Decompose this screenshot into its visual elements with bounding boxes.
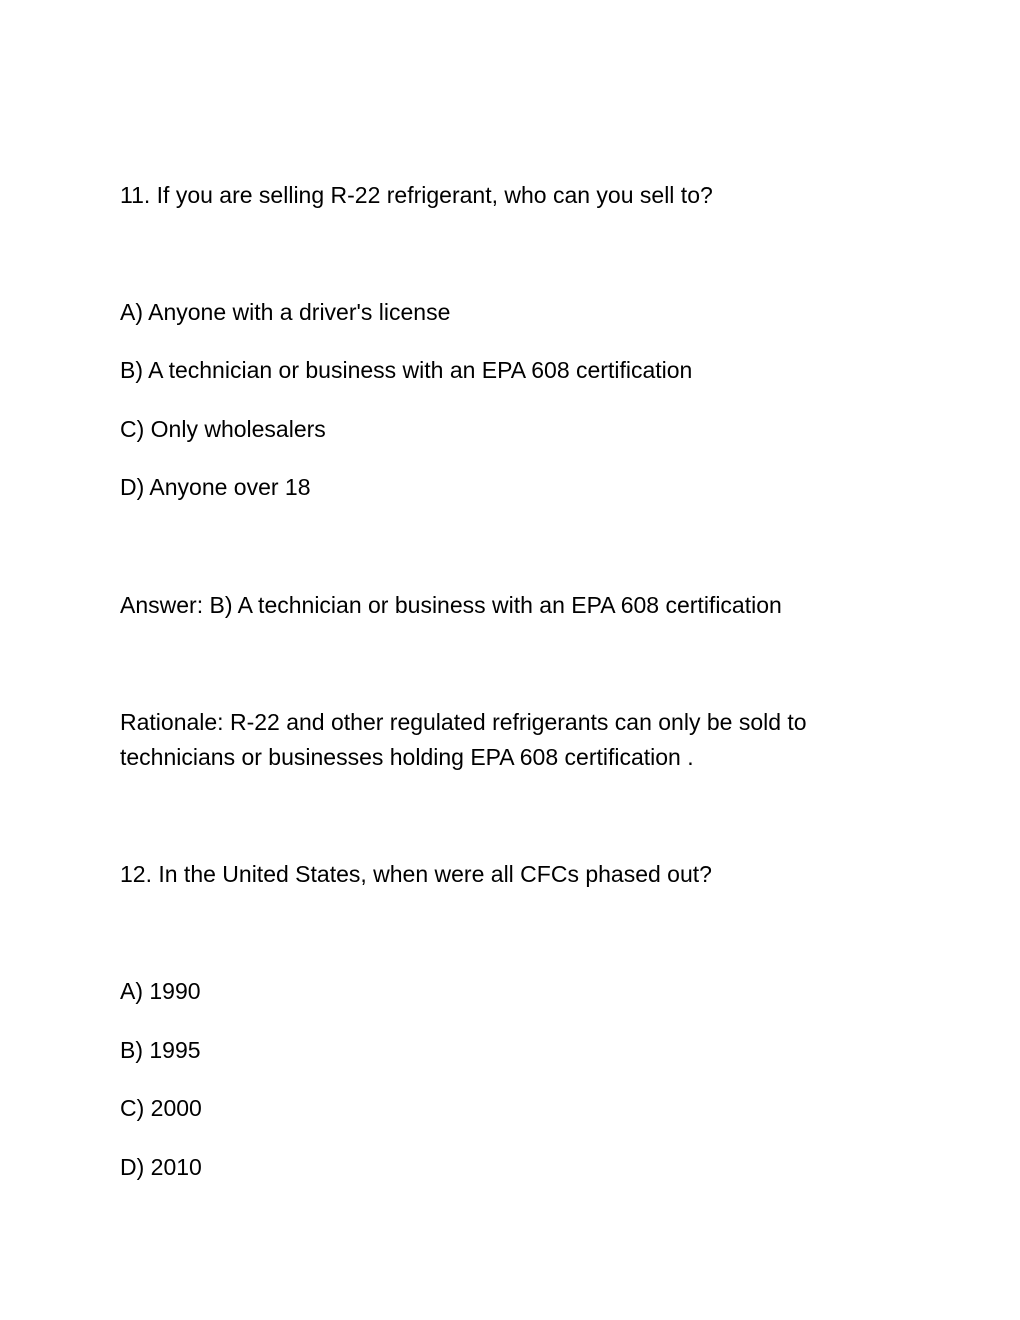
question-12-option-d: D) 2010 — [120, 1154, 202, 1180]
question-11-rationale-line-2: technicians or businesses holding EPA 608 certification . — [120, 744, 694, 770]
question-12-option-a: A) 1990 — [120, 978, 201, 1004]
question-11-option-c: C) Only wholesalers — [120, 416, 326, 442]
question-12-option-b: B) 1995 — [120, 1037, 201, 1063]
question-11-rationale-line-1: Rationale: R-22 and other regulated refrigerants can only be sold to — [120, 709, 807, 735]
question-11-prompt: 11. If you are selling R-22 refrigerant, who can you sell to? — [120, 182, 713, 208]
question-12-option-c: C) 2000 — [120, 1095, 202, 1121]
question-11-answer: Answer: B) A technician or business with an EPA 608 certification — [120, 592, 782, 618]
question-11-option-a: A) Anyone with a driver's license — [120, 299, 451, 325]
question-11-option-b: B) A technician or business with an EPA 608 certification — [120, 357, 693, 383]
question-11-option-d: D) Anyone over 18 — [120, 474, 311, 500]
question-12-prompt: 12. In the United States, when were all CFCs phased out? — [120, 861, 712, 887]
